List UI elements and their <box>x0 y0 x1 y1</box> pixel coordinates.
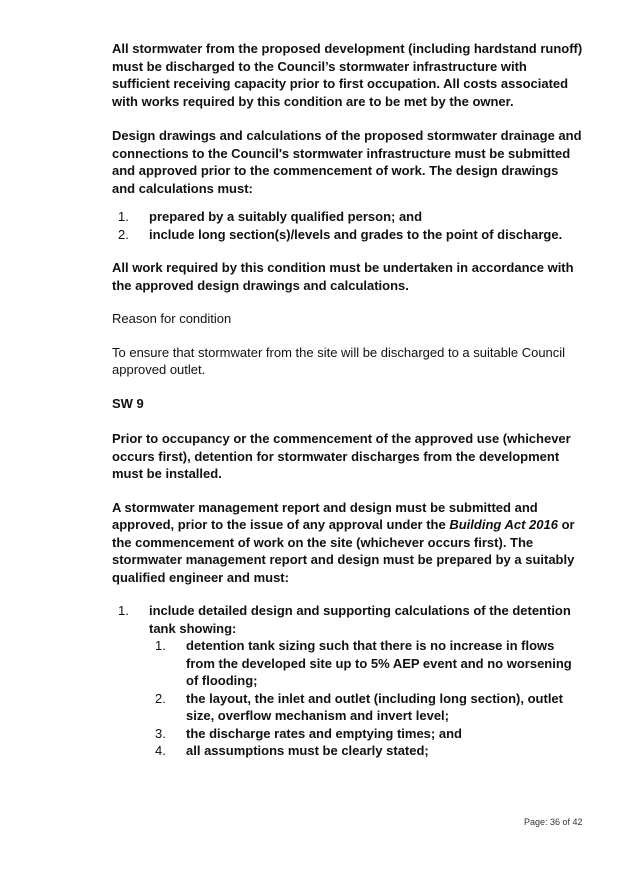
sublist-item <box>149 637 584 690</box>
sublist-item-number: 2. <box>155 690 166 706</box>
page-number: Page: 36 of 42 <box>524 817 583 827</box>
report-text-part2: or the commencement of work on the site (whichever occurs first). The stormwater management report and design must be prepared by a suitably qualified engineer and must: <box>112 517 575 585</box>
list-item-text: prepared by a suitably qualified person; and <box>149 209 423 224</box>
list-item-number: 1. <box>118 603 129 618</box>
list-item-number: 2. <box>118 226 129 242</box>
condition-paragraph-detention: Prior to occupancy or the commencement of the approved use (whichever occurs first), detention for stormwater discharges from the development must be installed. <box>112 431 571 481</box>
report-text-part1: A stormwater management report and design must be submitted and approved, prior to the issue of any approval under the <box>112 499 538 532</box>
sublist-item-text: the layout, the inlet and outlet (including long section), outlet size, overflow mechanism and invert level; <box>186 690 563 723</box>
condition-paragraph-stormwater-discharge: All stormwater from the proposed development (including hardstand runoff) must be discharged to the Council’s stormwater infrastructure with sufficient receiving capacity prior to first occupation. All costs associated with works required by this condition are to be met by the owner. <box>112 41 583 109</box>
document-page <box>112 40 584 776</box>
condition-paragraph-work-accordance: All work required by this condition must be undertaken in accordance with the approved design drawings and calculations. <box>112 260 574 293</box>
sublist-item-text: the discharge rates and emptying times; and <box>186 725 462 741</box>
list-item-text: include detailed design and supporting calculations of the detention tank showing: <box>149 603 571 636</box>
design-requirements-list <box>112 208 584 243</box>
sublist-item <box>149 690 584 725</box>
list-item-text: include long section(s)/levels and grades to the point of discharge. <box>149 226 563 242</box>
sublist-item-number: 1. <box>155 638 166 653</box>
list-item <box>112 208 584 226</box>
report-requirements-list <box>112 602 584 760</box>
condition-paragraph-design-drawings: Design drawings and calculations of the proposed stormwater drainage and connections to the Council's stormwater infrastructure must be submitted and approved prior to the commencement of work. The design drawings and calculations must: <box>112 128 582 196</box>
condition-paragraph-management-report <box>112 499 584 587</box>
sublist-item-number: 3. <box>155 725 166 741</box>
sublist-item-text: all assumptions must be clearly stated; <box>186 743 429 758</box>
list-item <box>112 226 584 244</box>
sublist-item-number: 4. <box>155 743 166 758</box>
list-item <box>112 602 584 760</box>
reason-text: To ensure that stormwater from the site will be discharged to a suitable Council approved outlet. <box>112 344 566 377</box>
sublist-item <box>149 725 584 743</box>
building-act-reference: Building Act 2016 <box>449 517 558 532</box>
condition-heading-sw9: SW 9 <box>112 395 144 411</box>
reason-heading: Reason for condition <box>112 311 232 326</box>
list-item-number: 1. <box>118 209 129 224</box>
detention-details-sublist <box>149 637 584 760</box>
sublist-item <box>149 742 584 760</box>
sublist-item-text: detention tank sizing such that there is no increase in flows from the developed site up to 5% AEP event and no worsening of flooding; <box>186 638 572 688</box>
